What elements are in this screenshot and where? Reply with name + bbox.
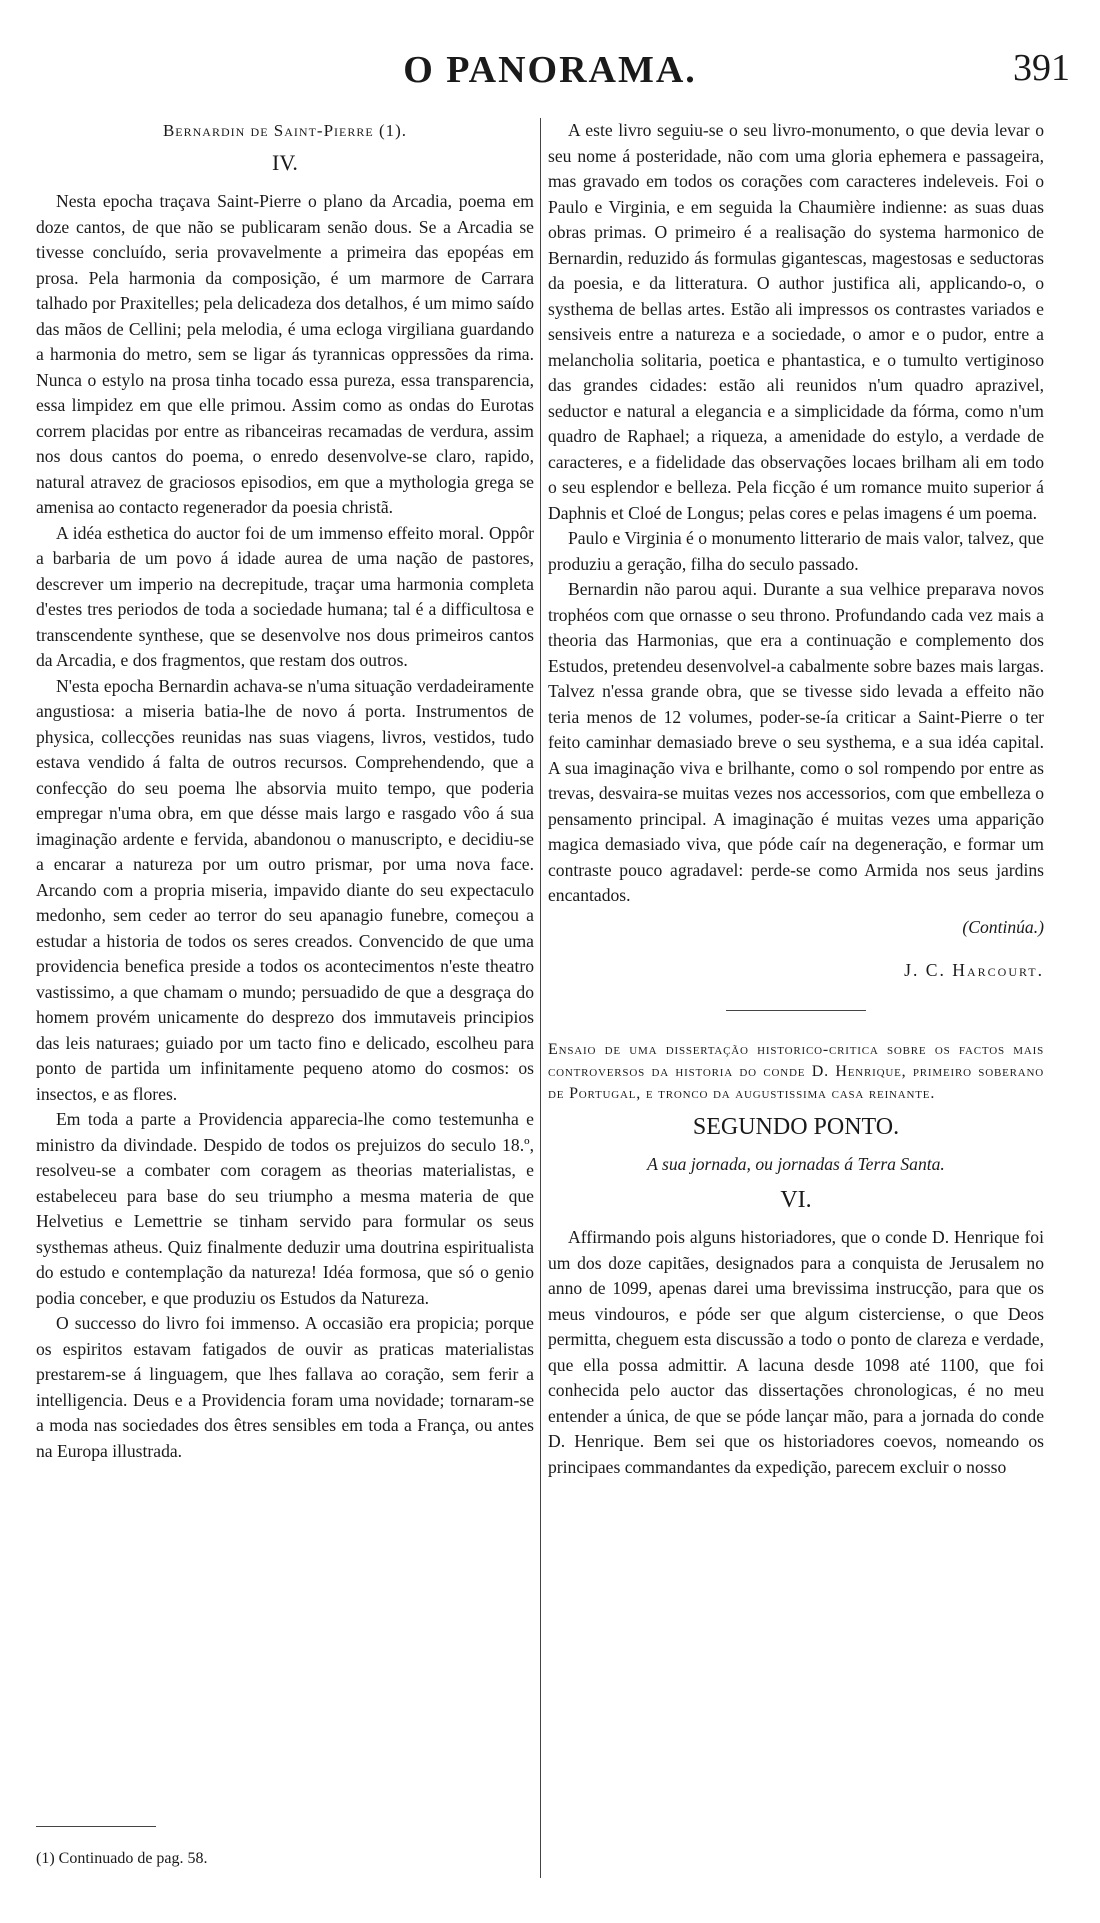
article-title: Bernardin de Saint-Pierre (1). [162, 121, 408, 140]
section-separator [726, 1010, 866, 1011]
paragraph: Em toda a parte a Providencia apparecia-lhe como testemunha e ministro da divindade. Despido de todos os prejuizos do seculo 18.º, resolveu-se a combater com coragem as theorias materialistas, e estabeleceu para base do seu triumpho a mesma materia de que Helvetius e Lemettrie se tinham servido para formular os seus systhemas atheus. Quiz finalmente deduzir uma doutrina espiritualista do estudo e contemplação da natureza! Idéa formosa, que só o genio podia conceber, e que produziu os Estudos da Natureza. [36, 1109, 534, 1308]
author-signature: J. C. Harcourt. [904, 960, 1044, 980]
footnote-rule [36, 1826, 156, 1827]
essay-title: Ensaio de uma dissertação historico-critica sobre os factos mais controversos da historia do conde D. Henrique, primeiro soberano de Portugal, e tronco da augustissima casa reinante. [548, 1040, 1044, 1102]
column-divider [540, 118, 541, 1878]
continua-note: (Continúa.) [962, 916, 1044, 937]
essay-subtitle: A sua jornada, ou jornadas á Terra Santa. [647, 1154, 945, 1174]
paragraph: Paulo e Virginia é o monumento litterario de mais valor, talvez, que produziu a geração, filha do seculo passado. [548, 528, 1044, 574]
footnote: (1) Continuado de pag. 58. [36, 1850, 208, 1867]
right-column [548, 118, 1044, 1480]
left-column [36, 118, 534, 1464]
publication-title: O PANORAMA. [403, 49, 697, 91]
paragraph: O successo do livro foi immenso. A occasião era propicia; porque os espiritos estavam fatigados de ouvir as praticas materialistas prestarem-se á linguagem, que lhes fallava ao coração, sem ferir a intelligencia. Deus e a Providencia foram uma novidade; tornaram-se a moda nas sociedades dos êtres sensibles em toda a França, ou antes na Europa illustrada. [36, 1313, 534, 1461]
page-number: 391 [1013, 47, 1070, 89]
paragraph: A este livro seguiu-se o seu livro-monumento, o que devia levar o seu nome á posteridade, não com uma gloria ephemera e passageira, mas gravado em todos os corações com caracteres indeleveis. Foi o Paulo e Virginia, e em seguida la Chaumière indienne: as suas duas obras primas. O primeiro é a realisação do systema harmonico de Bernardin, reduzido ás formulas gigantescas, magestosas e seductoras da poesia, e da litteratura. O author justifica ali, applicando-o, o systhema de bellas artes. Estão ali impressos os contrastes variados e sensiveis entre a natureza e a sociedade, o amor e o pudor, entre a melancholia solitaria, poetica e phantastica, e o tumulto vertiginoso das grandes cidades: estão ali reunidos n'um quadro aprazivel, seductor e natural a elegancia e a simplicidade da fórma, como n'um quadro de Raphael; a riqueza, a amenidade do estylo, a verdade de caracteres, e a fidelidade das observações locaes brilham ali em todo o seu esplendor e belleza. Pela ficção é um romance muito superior á Daphnis et Cloé de Longus; pelas cores e pelas imagens é um poema. [548, 120, 1044, 523]
paragraph: Bernardin não parou aqui. Durante a sua velhice preparava novos trophéos com que ornasse o seu throno. Profundando cada vez mais a theoria das Harmonias, que era a continuação e complemento dos Estudos, pretendeu desenvolvel-a cabalmente sobre bazes mais largas. Talvez n'essa grande obra, que se tivesse sido levada a effeito não teria menos de 12 volumes, poder-se-ía criticar a Saint-Pierre o ter feito caminhar demasiado breve o seu systhema, e a sua idéa capital. A sua imaginação viva e brilhante, como o sol rompendo por entre as trevas, desvaira-se muitas vezes nos accessorios, com que embelleza o pensamento principal. A imaginação é muitas vezes uma apparição magica demasiado viva, que póde caír na degeneração, e formar um contraste pouco agradavel: perde-se como Armida nos seus jardins encantados. [548, 579, 1044, 905]
section-number: IV. [272, 149, 298, 175]
page-header [30, 40, 1070, 100]
paragraph: Nesta epocha traçava Saint-Pierre o plano da Arcadia, poema em doze cantos, de que não se publicaram senão dous. Se a Arcadia se tivesse concluído, seria provavelmente a primeira das epopéas em prosa. Pela harmonia da composição, é um marmore de Carrara talhado por Praxitelles; pela delicadeza dos detalhos, é um mimo saído das mãos de Cellini; pela melodia, é uma ecloga virgiliana guardando a harmonia do metro, sem se ligar ás tyrannicas oppressões da rima. Nunca o estylo na prosa tinha tocado essa pureza, essa transparencia, essa limpidez em que elle primou. Assim como as ondas do Eurotas correm placidas por entre as ribanceiras recamadas de verdura, assim nos dous cantos do poema, o enredo desenvolve-se claro, rapido, natural atravez de graciosos episodios, em que a mythologia grega se amenisa ao contacto regenerador da poesia christã. [36, 191, 534, 517]
essay-part-heading: SEGUNDO PONTO. [692, 1113, 900, 1140]
essay-section-number: VI. [780, 1186, 812, 1213]
paragraph: A idéa esthetica do auctor foi de um immenso effeito moral. Oppôr a barbaria de um povo á idade aurea de uma nação de pastores, descrever um imperio na decrepitude, traçar uma harmonia completa d'estes tres periodos de toda a sociedade humana; tal é a difficultosa e transcendente synthese, que se desenvolve nos dous primeiros cantos da Arcadia, e dos fragmentos, que restam dos outros. [36, 522, 534, 670]
paragraph: N'esta epocha Bernardin achava-se n'uma situação verdadeiramente angustiosa: a miseria batia-lhe de novo á porta. Instrumentos de physica, collecções reunidas nas suas viagens, livros, vestidos, tudo estava vendido á falta de outros recursos. Comprehendendo, que a confecção do seu poema lhe absorvia muito tempo, que poderia empregar n'uma obra, em que désse mais largo e rasgado vôo á sua imaginação ardente e fervida, abandonou o manuscripto, e decidiu-se a encarar a natureza por um outro prismar, por uma nova face. Arcando com a propria miseria, impavido diante do seu expectaculo medonho, sem ceder ao terror do seu apanagio funebre, começou a estudar a historia de todos os seres creados. Convencido de que uma providencia benefica preside a todos os acontecimentos n'este theatro vastissimo, a que chamam o mundo; persuadido de que a desgraça do homem provém unicamente do desprezo dos immutaveis principios das leis naturaes; guiado por um tacto fino e delicado, escolheu para ponto de partida um infinitamente pequeno atomo do cosmos: os insectos, e as flores. [36, 675, 534, 1104]
paragraph: Affirmando pois alguns historiadores, que o conde D. Henrique foi um dos doze capitães, designados para a conquista de Jerusalem no anno de 1099, apenas darei uma brevissima instrucção, para que os meus vindouros, e póde ser que algum cisterciense, o que Deos permitta, cheguem esta discussão a todo o ponto de clareza e verdade, que ella possa admittir. A lacuna desde 1098 até 1100, que foi conhecida pelo auctor das dissertações chronologicas, é no meu entender a única, de que se póde lançar mão, para a jornada do conde D. Henrique. Bem sei que os historiadores coevos, nomeando os principaes commandantes da expedição, parecem excluir o nosso [548, 1227, 1044, 1477]
